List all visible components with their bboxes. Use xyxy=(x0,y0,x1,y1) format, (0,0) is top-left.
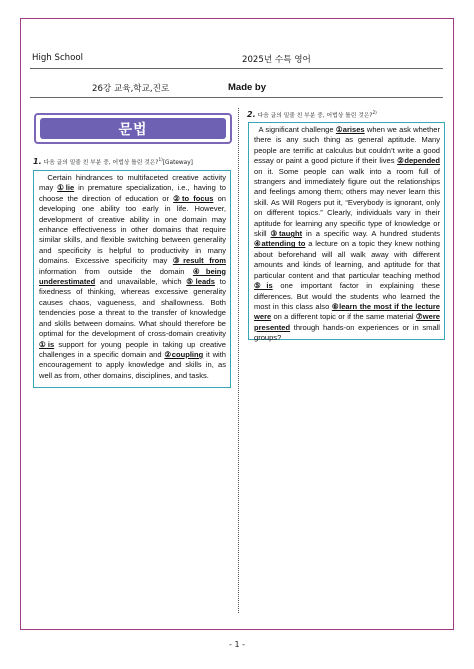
passage-text: on it. Some people can walk into a room full of strangers and immediately figure out the relationships and feelings among them; others may never learn this skill. As Will Rogers put it, “Everybody is ignorant, only on different topics.” Clearly, individuals vary in their aptitude for learning any specific type of knowledge or skill xyxy=(254,166,440,239)
question-1-passage xyxy=(33,170,231,388)
underlined-choice: ①is xyxy=(39,339,55,349)
header-rule-bottom xyxy=(30,97,443,98)
underlined-choice: ①arises xyxy=(335,125,365,134)
question-2-header xyxy=(247,110,377,119)
underlined-choice: ④being underestimated xyxy=(39,266,227,287)
section-title: 문법 xyxy=(40,118,226,139)
passage-text: a lecture on a topic they knew nothing about beforehand will all walk away with different amounts and kinds of learning, and aptitude for that particular content and that particular teaching method xyxy=(254,239,440,280)
underlined-choice: ③taught xyxy=(270,229,303,239)
underlined-choice: ⑦were presented xyxy=(254,312,441,332)
lesson-label: 26강 교육,학교,진로 xyxy=(92,84,170,94)
passage-text: through hands-on experiences or in small groups? xyxy=(254,322,440,343)
underlined-choice: ③result from xyxy=(172,256,226,266)
question-2-prompt: 다음 글의 밑줄 친 부분 중, 어법상 틀린 것은? xyxy=(257,113,373,119)
question-1-source: [Gateway] xyxy=(162,160,193,166)
page-number: - 1 - xyxy=(229,640,245,649)
passage-text: when we ask whether there is any such thing as general aptitude. Many people are terrific at calculus but couldn’t write a good essay or paint a good picture if their lives xyxy=(254,125,440,166)
underlined-choice: ②coupling xyxy=(164,349,204,359)
underlined-choice: ⑥learn the most if the lecture were xyxy=(254,301,440,322)
section-title-box xyxy=(34,113,232,144)
passage-text: in a specific way. A hundred students xyxy=(302,229,440,239)
made-by-label: Made by xyxy=(228,82,267,93)
question-2-number: 2. xyxy=(247,110,256,119)
column-divider xyxy=(238,108,239,613)
underlined-choice: ②depended xyxy=(397,156,440,166)
underlined-choice: ⑤is xyxy=(254,281,273,291)
question-1-footnote: 1) xyxy=(158,157,163,163)
school-label: High School xyxy=(32,53,84,63)
passage-text: and unavailable, which xyxy=(95,277,187,287)
passage-text: to fixedness of thinking, whereas excessive generality causes chaos, vagueness, and shallowness. Both tendencies pose a threat to the transfer of knowledge and skills between domains. What should therefore be optimal for the development of cross-domain creativity xyxy=(39,277,226,339)
question-2-footnote: 2) xyxy=(372,110,377,116)
passage-text: on developing one ability too early in life. However, development of creative ability in one domain may enhance effectiveness in other domains that require similar skills, and flexible switching between generality and specificity is helpful to productivity in many domains. Excessive specificity may xyxy=(39,193,226,266)
passage-text: information from outside the domain xyxy=(39,266,193,276)
underlined-choice: ②to focus xyxy=(173,193,214,203)
question-1-number: 1. xyxy=(33,157,42,166)
passage-text: on a different topic or if the same material xyxy=(271,312,416,322)
question-1-header xyxy=(33,157,193,166)
question-2-passage xyxy=(248,122,445,343)
passage-text: it with encouragement to apply knowledge and skills in, as well as from, other domains, disciplines, and tasks. xyxy=(39,349,226,380)
question-1-prompt: 다음 글의 밑줄 친 부분 중, 어법상 틀린 것은? xyxy=(43,160,159,166)
passage-text: one important factor in explaining these differences. But would the students who learned the most in this class also xyxy=(254,281,440,311)
passage-text: support for young people in taking up creative challenges in a specific domain and xyxy=(39,339,226,359)
header-rule-top xyxy=(30,68,443,69)
passage-text: Certain hindrances to multifaceted creative activity may xyxy=(39,173,226,193)
passage-text: in premature specialization, i.e., having to choose the direction of education or xyxy=(39,183,226,203)
underlined-choice: ④attending to xyxy=(254,239,306,249)
underlined-choice: ⑤leads xyxy=(186,277,215,287)
passage-text: A significant challenge xyxy=(258,125,336,134)
underlined-choice: ①lie xyxy=(57,183,75,193)
exam-title: 2025년 수특 영어 xyxy=(242,55,311,65)
